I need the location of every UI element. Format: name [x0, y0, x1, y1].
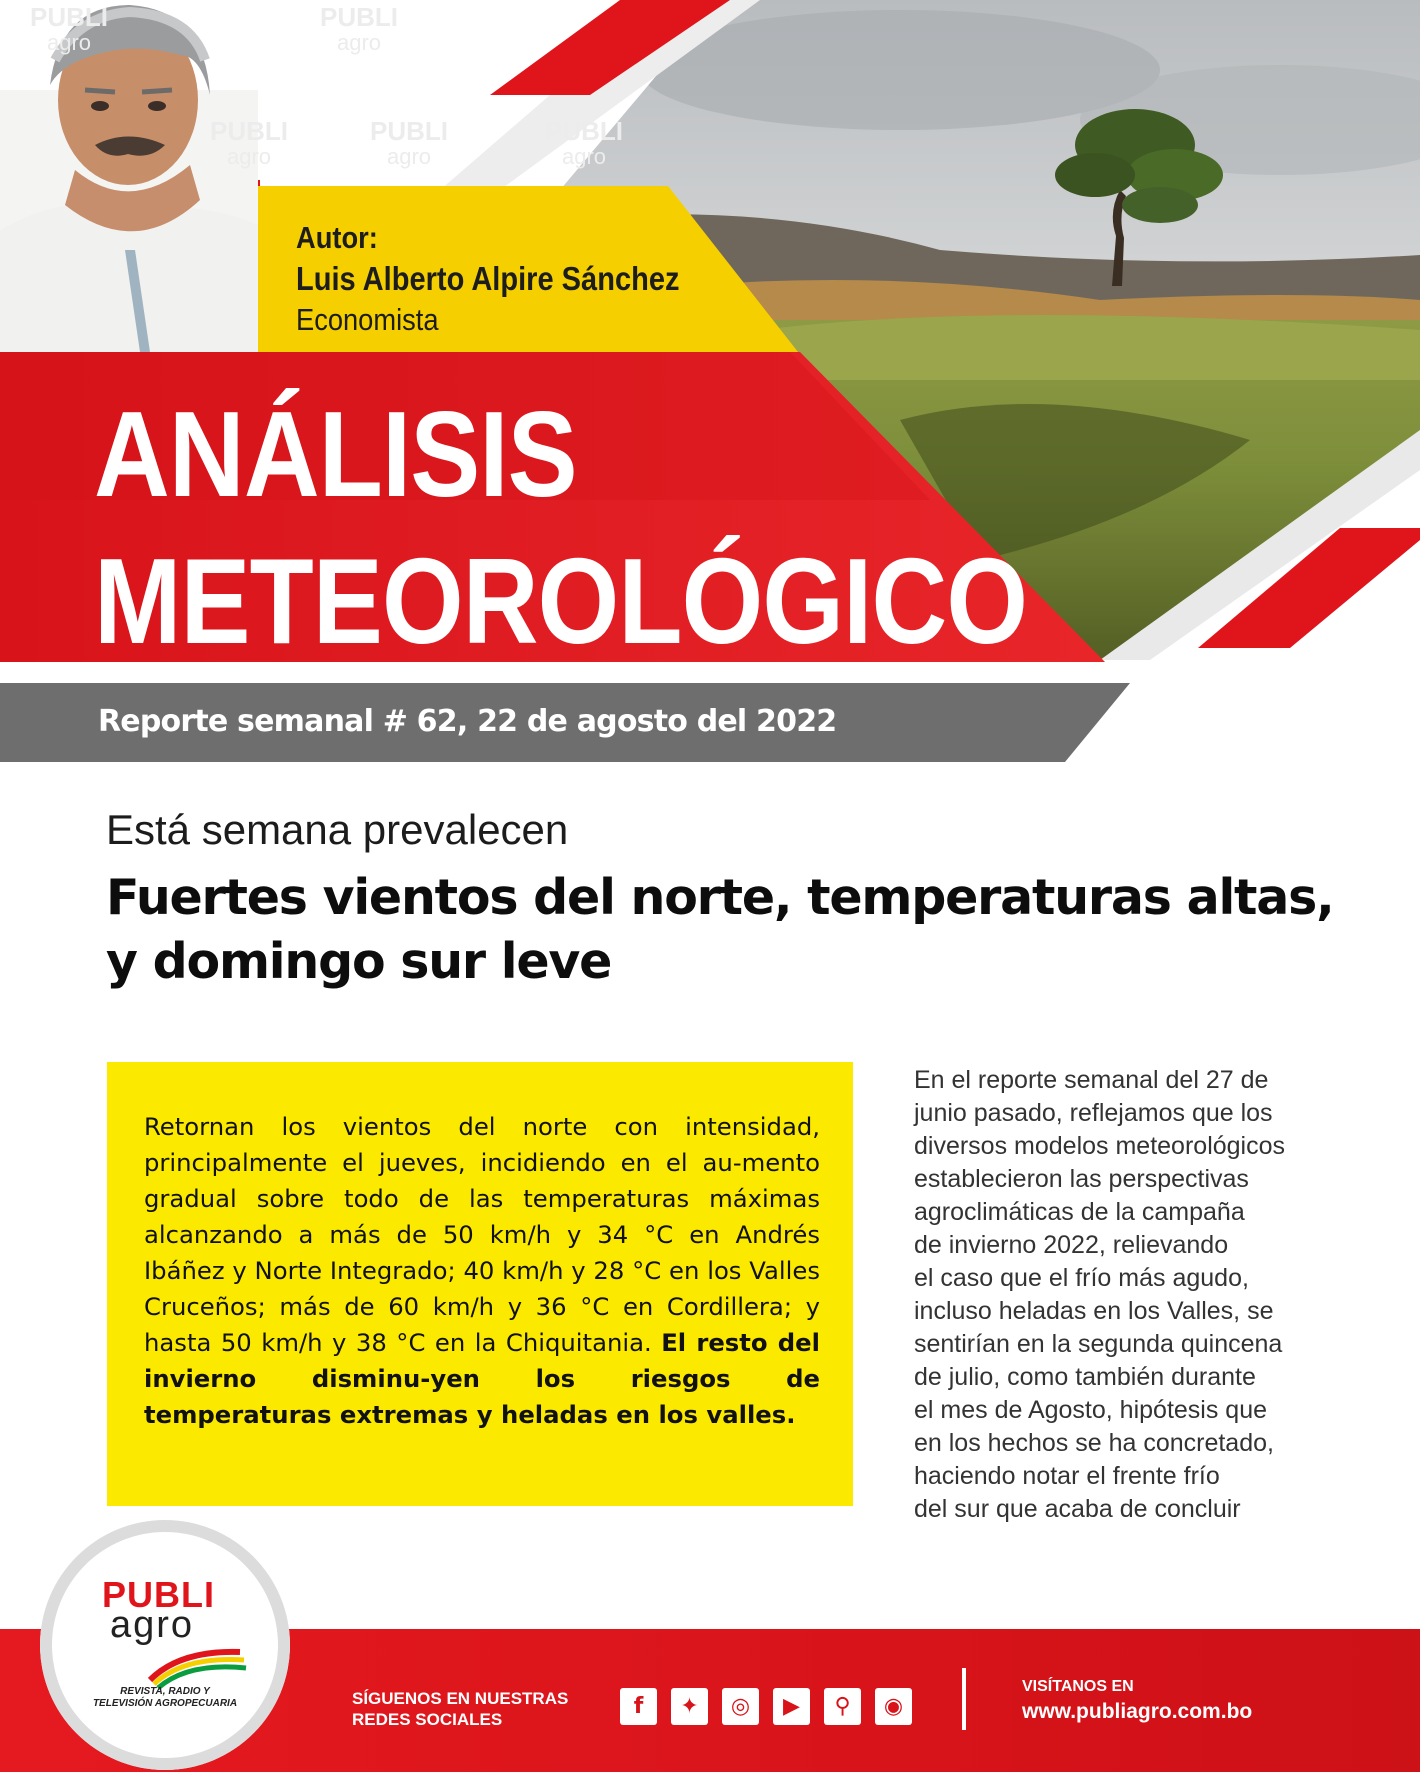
logo-brand: PUBLI [102, 1574, 215, 1615]
logo-swoosh-icon [140, 1640, 250, 1690]
target-icon[interactable]: ◉ [875, 1688, 912, 1725]
side-column [914, 1064, 1334, 1526]
side-line: diversos modelos meteorológicos [914, 1132, 1286, 1160]
headline: Fuertes vientos del norte, temperaturas altas, y domingo sur leve [106, 869, 1334, 990]
author-label: Autor: [296, 220, 378, 255]
author-name: Luis Alberto Alpire Sánchez [296, 260, 680, 297]
side-line: junio pasado, reflejamos que los [914, 1099, 1273, 1127]
facebook-icon[interactable]: f [620, 1688, 657, 1725]
side-line: el mes de Agosto, hipótesis que [914, 1396, 1268, 1424]
side-line: En el reporte semanal del 27 de [914, 1066, 1269, 1094]
watermark-logo: PUBLI agro [545, 116, 623, 169]
title-line-2: METEOROLÓGICO [94, 533, 1028, 669]
author-portrait [0, 2, 258, 352]
website-link[interactable]: www.publiagro.com.bo [1022, 1700, 1253, 1723]
side-line: establecieron las perspectivas [914, 1165, 1249, 1193]
logo-tagline: REVISTA, RADIO Y TELEVISIÓN AGROPECUARIA [92, 1686, 238, 1709]
location-pin-icon[interactable]: ⚲ [824, 1688, 861, 1725]
highlight-box [107, 1062, 853, 1506]
footer-divider [962, 1668, 966, 1730]
highlight-text [144, 1109, 820, 1433]
author-role: Economista [296, 302, 439, 337]
social-label: SÍGUENOS EN NUESTRAS REDES SOCIALES [352, 1689, 569, 1729]
social-icons [620, 1688, 912, 1725]
watermark-logo: PUBLI agro [30, 2, 108, 55]
visit-label: VISÍTANOS EN [1022, 1678, 1134, 1695]
side-line: en los hechos se ha concretado, [914, 1429, 1274, 1457]
side-line: haciendo notar el frente frío [914, 1462, 1220, 1490]
side-line: el caso que el frío más agudo, [914, 1264, 1249, 1292]
author-block [296, 218, 732, 340]
report-line: Reporte semanal # 62, 22 de agosto del 2022 [98, 704, 837, 739]
highlight-normal: Retornan los vientos del norte con intensidad, principalmente el jueves, incidiendo en el au-mento gradual sobre todo de las temperaturas máximas alcanzando a más de 50 km/h y 34 °C en Andrés Ibáñez y Norte Integrado; 40 km/h y 28 °C en los Valles Cruceños; más de 60 km/h y 36 °C en Cordillera; y hasta 50 km/h y 38 °C en la Chiquitania. [144, 1112, 820, 1357]
watermark-logo: PUBLI agro [210, 116, 288, 169]
side-line: agroclimáticas de la campaña [914, 1198, 1245, 1226]
side-line: de invierno 2022, relievando [914, 1231, 1229, 1259]
title-line-1: ANÁLISIS [94, 386, 577, 522]
intro-text: Está semana prevalecen [106, 806, 569, 853]
watermark-logo: PUBLI agro [370, 116, 448, 169]
side-line: incluso heladas en los Valles, se [914, 1297, 1274, 1325]
side-line: del sur que acaba de concluir [914, 1495, 1241, 1523]
youtube-icon[interactable]: ▶ [773, 1688, 810, 1725]
twitter-icon[interactable]: ✦ [671, 1688, 708, 1725]
logo-script: agro [110, 1604, 195, 1646]
side-line: de julio, como también durante [914, 1363, 1256, 1391]
watermark-logo: PUBLI agro [320, 2, 398, 55]
instagram-icon[interactable]: ◎ [722, 1688, 759, 1725]
highlight-bold: El resto del invierno disminu-yen los riesgos de temperaturas extremas y heladas en los valles. [144, 1328, 820, 1429]
side-line: sentirían en la segunda quincena [914, 1330, 1283, 1358]
